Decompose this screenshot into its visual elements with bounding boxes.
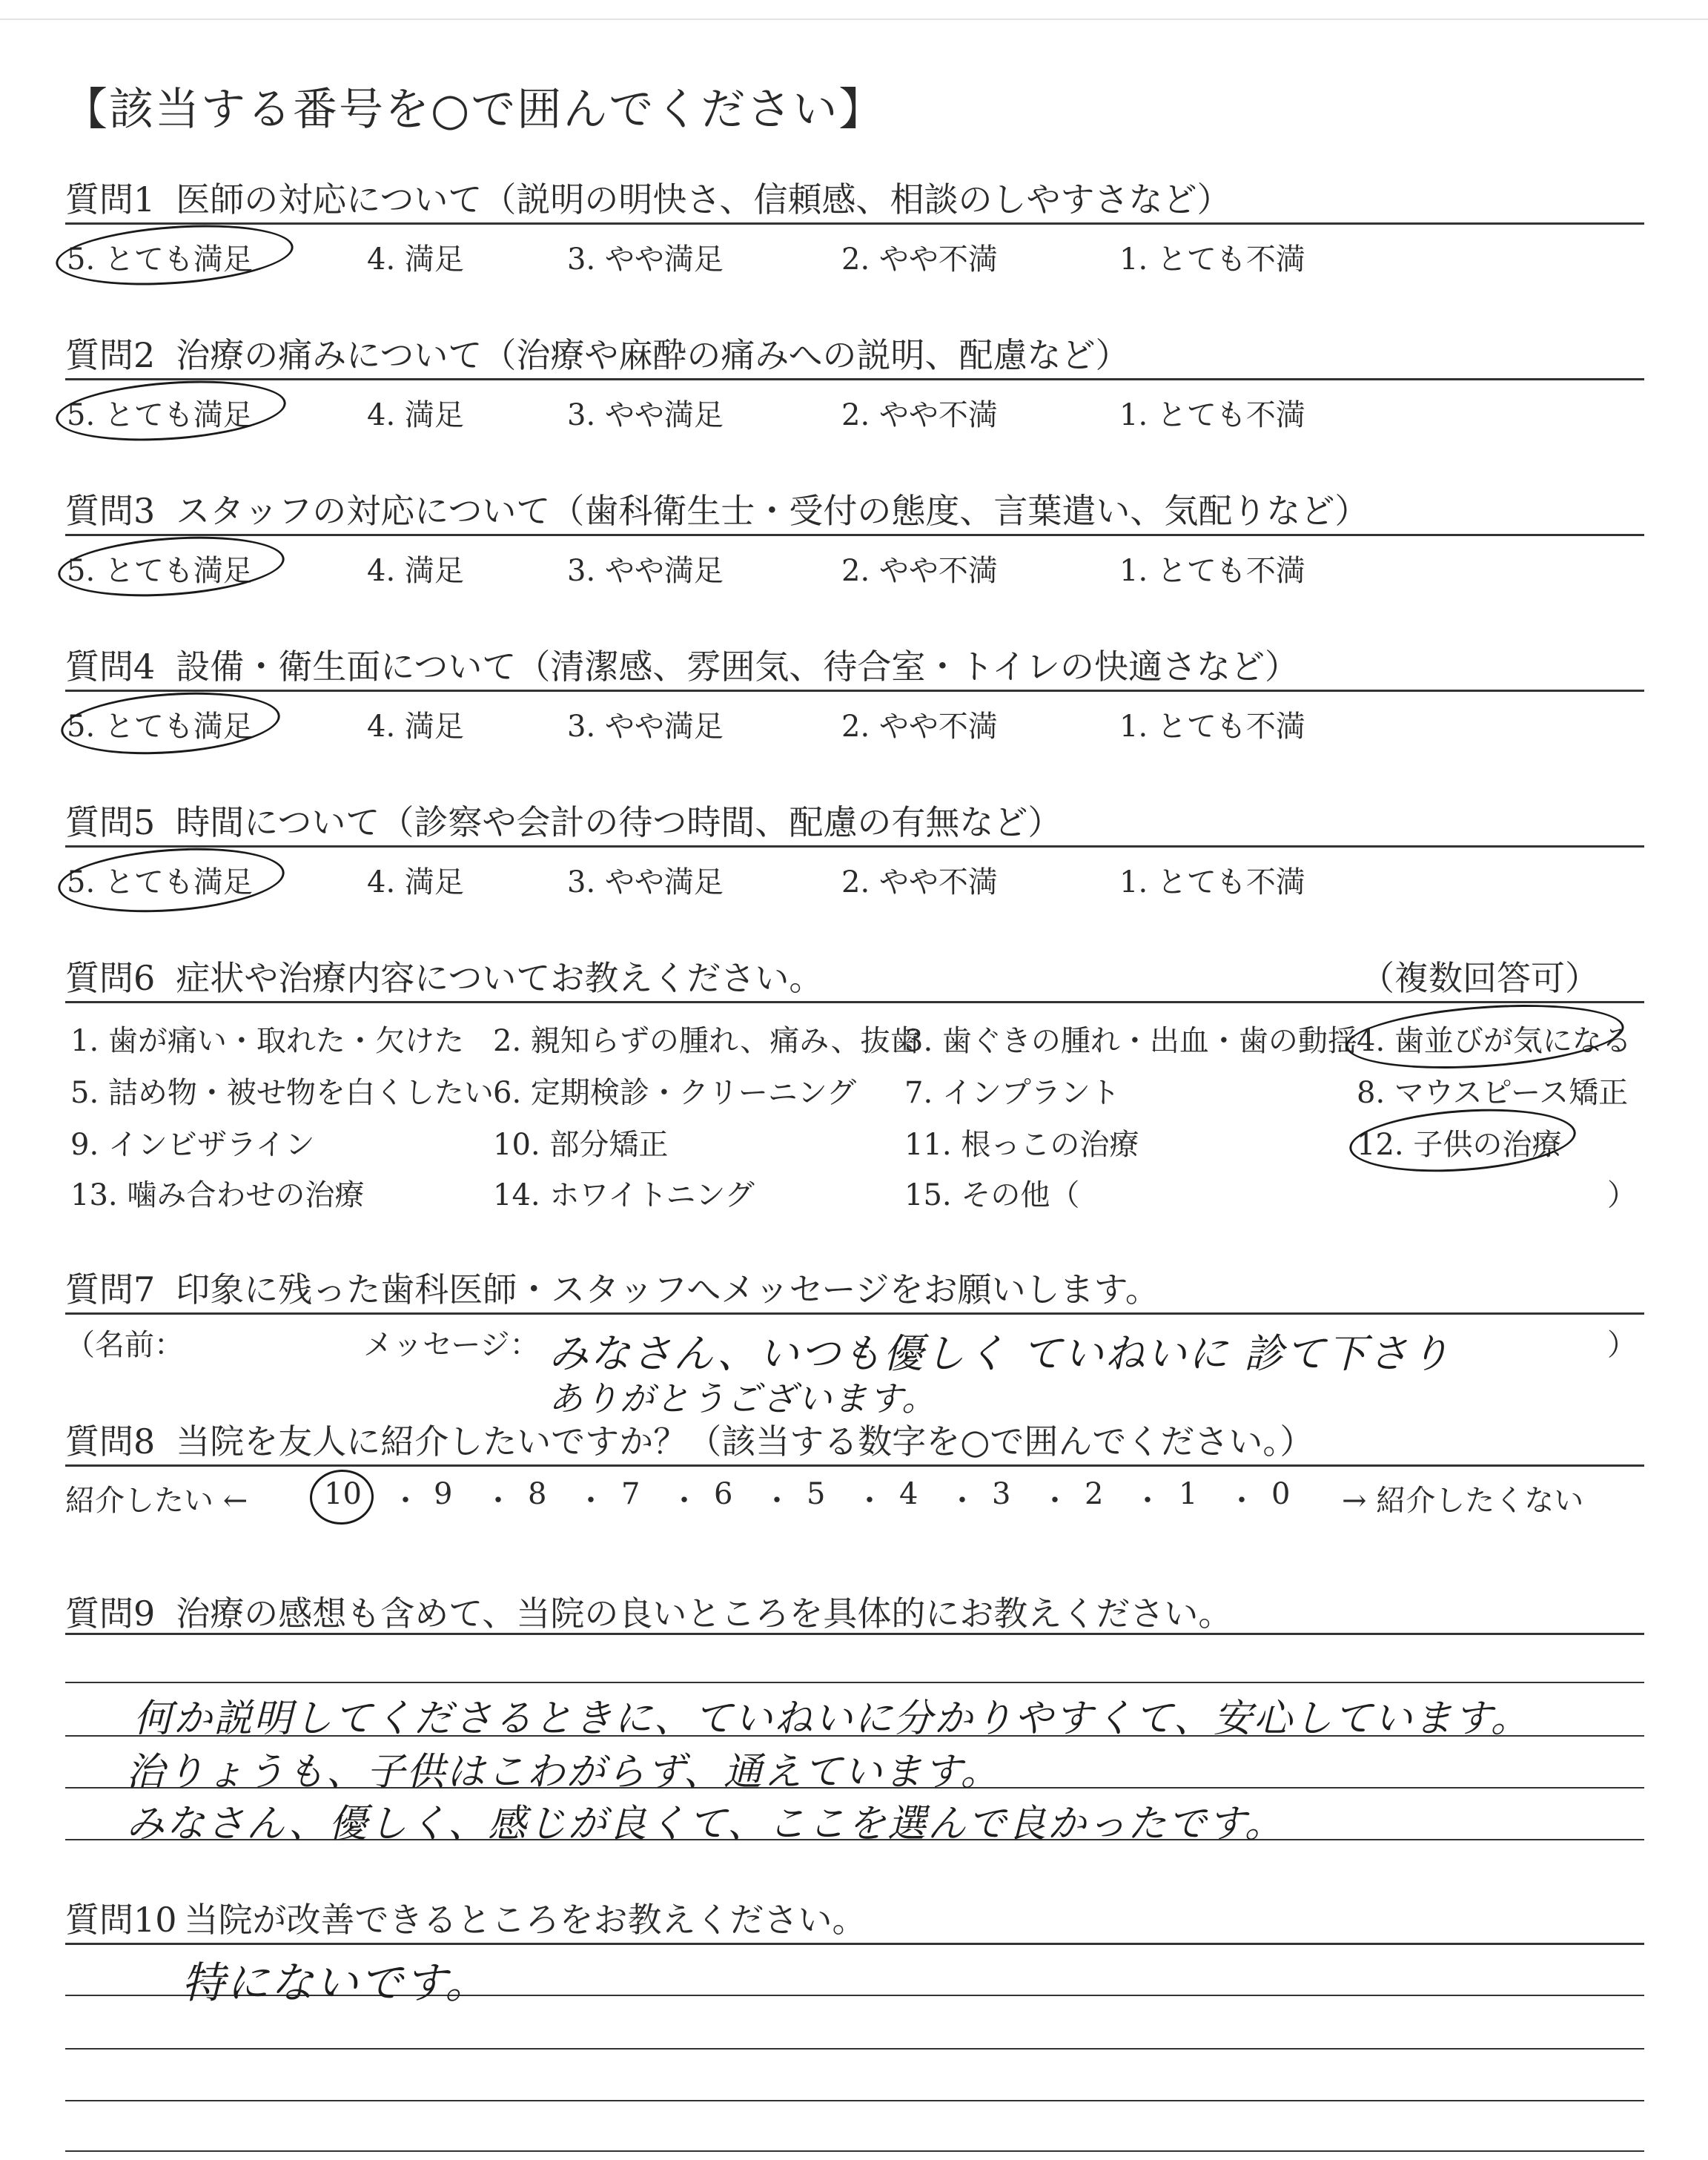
scale-separator: ・ bbox=[855, 1484, 884, 1518]
handwritten-answer-line-2: 治りょうも、子供はこわがらず、通えています。 bbox=[126, 1750, 1001, 1794]
message-close-paren: ） bbox=[1607, 1328, 1637, 1362]
q4-option-5[interactable]: 5. とても満足 bbox=[67, 710, 253, 744]
q5-option-3[interactable]: 3. やや満足 bbox=[567, 865, 724, 899]
q6-option-3[interactable]: 3. 歯ぐきの腫れ・出血・歯の動揺 bbox=[904, 1024, 1357, 1058]
q6-option-7[interactable]: 7. インプラント bbox=[904, 1076, 1120, 1110]
q5-option-1[interactable]: 1. とても不満 bbox=[1119, 865, 1305, 899]
q6-option-10[interactable]: 10. 部分矯正 bbox=[493, 1128, 669, 1162]
question-9 bbox=[65, 1587, 1232, 1636]
question-8-rule bbox=[65, 1464, 1644, 1467]
answer-line bbox=[65, 2100, 1644, 2101]
q6-option-15[interactable]: 15. その他（ bbox=[904, 1178, 1080, 1212]
answer-line bbox=[65, 1682, 1644, 1683]
question-3-text: スタッフの対応について（歯科衛生士・受付の態度、言葉遣い、気配りなど） bbox=[176, 491, 1369, 531]
form-title: 【該当する番号を○で囲んでください】 bbox=[63, 84, 885, 136]
question-10-number: 質問10 bbox=[65, 1900, 177, 1940]
question-7-number: 質問7 bbox=[65, 1269, 156, 1309]
handwritten-improvement-answer: 特にないです。 bbox=[182, 1958, 490, 2008]
q4-option-3[interactable]: 3. やや満足 bbox=[567, 710, 724, 744]
question-8-text: 当院を友人に紹介したいですか？（該当する数字を○で囲んでください。） bbox=[176, 1421, 1314, 1462]
question-3-rule bbox=[65, 534, 1644, 536]
message-label: メッセージ： bbox=[363, 1328, 540, 1362]
scale-3[interactable]: 3 bbox=[992, 1477, 1011, 1511]
scale-separator: ・ bbox=[947, 1484, 977, 1518]
scale-separator: ・ bbox=[1040, 1484, 1070, 1518]
q1-option-5[interactable]: 5. とても満足 bbox=[67, 242, 253, 277]
q6-option-13[interactable]: 13. 噛み合わせの治療 bbox=[70, 1178, 365, 1212]
q6-option-14[interactable]: 14. ホワイトニング bbox=[493, 1178, 755, 1212]
q6-option-9[interactable]: 9. インビザライン bbox=[70, 1128, 315, 1162]
multiple-answer-note: （複数回答可） bbox=[1360, 958, 1599, 998]
q3-option-5[interactable]: 5. とても満足 bbox=[67, 554, 253, 588]
scale-2[interactable]: 2 bbox=[1085, 1477, 1104, 1511]
q6-option-11[interactable]: 11. 根っこの治療 bbox=[904, 1128, 1139, 1162]
q6-option-2[interactable]: 2. 親知らずの腫れ、痛み、抜歯 bbox=[493, 1024, 920, 1058]
scale-10[interactable]: 10 bbox=[324, 1477, 362, 1511]
question-2-rule bbox=[65, 378, 1644, 380]
question-7-rule bbox=[65, 1312, 1644, 1315]
name-label: （名前： bbox=[65, 1328, 184, 1362]
q5-option-5[interactable]: 5. とても満足 bbox=[67, 865, 253, 899]
q1-option-2[interactable]: 2. やや不満 bbox=[841, 242, 998, 277]
scale-separator: ・ bbox=[1133, 1484, 1162, 1518]
question-6-rule bbox=[65, 1001, 1644, 1003]
q6-option-6[interactable]: 6. 定期検診・クリーニング bbox=[493, 1076, 857, 1110]
q6-option-5[interactable]: 5. 詰め物・被せ物を白くしたい bbox=[70, 1076, 494, 1110]
question-2 bbox=[65, 328, 1129, 377]
q3-selection-circle bbox=[56, 529, 287, 603]
question-5-rule bbox=[65, 845, 1644, 848]
scale-0[interactable]: 0 bbox=[1271, 1477, 1291, 1511]
scale-9[interactable]: 9 bbox=[434, 1477, 453, 1511]
q6-option-1[interactable]: 1. 歯が痛い・取れた・欠けた bbox=[70, 1024, 464, 1058]
q2-option-1[interactable]: 1. とても不満 bbox=[1119, 398, 1305, 432]
question-5-number: 質問5 bbox=[65, 802, 156, 842]
q3-option-1[interactable]: 1. とても不満 bbox=[1119, 554, 1305, 588]
scale-8[interactable]: 8 bbox=[528, 1477, 547, 1511]
question-9-text: 治療の感想も含めて、当院の良いところを具体的にお教えください。 bbox=[176, 1593, 1233, 1634]
q2-option-2[interactable]: 2. やや不満 bbox=[841, 398, 998, 432]
q4-option-4[interactable]: 4. 満足 bbox=[367, 710, 464, 744]
answer-line bbox=[65, 2048, 1644, 2050]
scale-6[interactable]: 6 bbox=[714, 1477, 733, 1511]
question-6 bbox=[65, 951, 823, 1000]
q6-option-4-selection-circle bbox=[1344, 997, 1626, 1077]
scale-7[interactable]: 7 bbox=[621, 1477, 640, 1511]
recommend-left-label: 紹介したい ← bbox=[65, 1484, 248, 1518]
q6-option-12-selection-circle bbox=[1348, 1102, 1578, 1178]
question-6-text: 症状や治療内容についてお教えください。 bbox=[176, 958, 824, 998]
q8-selection-circle bbox=[308, 1467, 376, 1527]
question-10-rule bbox=[65, 1943, 1644, 1945]
question-9-number: 質問9 bbox=[65, 1593, 156, 1634]
q1-option-3[interactable]: 3. やや満足 bbox=[567, 242, 724, 277]
q6-option-4[interactable]: 4. 歯並びが気になる bbox=[1357, 1024, 1632, 1058]
scale-separator: ・ bbox=[391, 1484, 420, 1518]
recommend-right-label: → 紹介したくない bbox=[1342, 1484, 1584, 1518]
question-1-rule bbox=[65, 222, 1644, 225]
scale-1[interactable]: 1 bbox=[1179, 1477, 1198, 1511]
q5-option-2[interactable]: 2. やや不満 bbox=[841, 865, 998, 899]
q3-option-4[interactable]: 4. 満足 bbox=[367, 554, 464, 588]
q2-selection-circle bbox=[54, 374, 288, 448]
handwritten-answer-line-1: 何か説明してくださるときに、ていねいに分かりやすくて、安心しています。 bbox=[133, 1697, 1531, 1741]
answer-line bbox=[65, 2150, 1644, 2152]
q6-other-close-paren: ） bbox=[1607, 1178, 1637, 1212]
q5-option-4[interactable]: 4. 満足 bbox=[367, 865, 464, 899]
q4-option-1[interactable]: 1. とても不満 bbox=[1119, 710, 1305, 744]
q4-selection-circle bbox=[59, 686, 282, 761]
question-3 bbox=[65, 484, 1368, 533]
q4-option-2[interactable]: 2. やや不満 bbox=[841, 710, 998, 744]
scale-5[interactable]: 5 bbox=[807, 1477, 826, 1511]
handwritten-answer-line-3: みなさん、優しく、感じが良くて、ここを選んで良かったです。 bbox=[126, 1802, 1285, 1846]
scale-separator: ・ bbox=[576, 1484, 606, 1518]
q3-option-2[interactable]: 2. やや不満 bbox=[841, 554, 998, 588]
scale-4[interactable]: 4 bbox=[899, 1477, 918, 1511]
q5-selection-circle bbox=[56, 841, 286, 919]
question-5-text: 時間について（診察や会計の待つ時間、配慮の有無など） bbox=[176, 802, 1062, 842]
question-1 bbox=[65, 173, 1231, 222]
question-4-text: 設備・衛生面について（清潔感、雰囲気、待合室・トイレの快適さなど） bbox=[176, 647, 1300, 687]
scale-separator: ・ bbox=[1227, 1484, 1257, 1518]
question-10 bbox=[65, 1893, 867, 1942]
question-8 bbox=[65, 1415, 1314, 1464]
question-1-text: 医師の対応について（説明の明快さ、信頼感、相談のしやすさなど） bbox=[176, 179, 1231, 219]
scale-separator: ・ bbox=[483, 1484, 513, 1518]
q2-option-5[interactable]: 5. とても満足 bbox=[67, 398, 253, 432]
question-5 bbox=[65, 796, 1062, 845]
scale-separator: ・ bbox=[762, 1484, 792, 1518]
question-6-number: 質問6 bbox=[65, 958, 156, 998]
question-2-text: 治療の痛みについて（治療や麻酔の痛みへの説明、配慮など） bbox=[176, 335, 1130, 375]
q6-option-12[interactable]: 12. 子供の治療 bbox=[1357, 1128, 1562, 1162]
question-4 bbox=[65, 640, 1299, 689]
question-7 bbox=[65, 1263, 1159, 1312]
q2-option-4[interactable]: 4. 満足 bbox=[367, 398, 464, 432]
q6-option-8[interactable]: 8. マウスピース矯正 bbox=[1357, 1076, 1629, 1110]
q2-option-3[interactable]: 3. やや満足 bbox=[567, 398, 724, 432]
question-2-number: 質問2 bbox=[65, 335, 156, 375]
question-8-number: 質問8 bbox=[65, 1421, 156, 1462]
question-1-number: 質問1 bbox=[65, 179, 156, 219]
q1-selection-circle bbox=[54, 218, 296, 292]
q1-option-4[interactable]: 4. 満足 bbox=[367, 242, 464, 277]
question-3-number: 質問3 bbox=[65, 491, 156, 531]
handwritten-message-line-1: みなさん、いつも優しく ていねいに 診て下さり bbox=[549, 1330, 1452, 1377]
handwritten-message-line-2: ありがとうございます。 bbox=[549, 1378, 938, 1418]
scale-separator: ・ bbox=[669, 1484, 699, 1518]
q3-option-3[interactable]: 3. やや満足 bbox=[567, 554, 724, 588]
question-7-text: 印象に残った歯科医師・スタッフへメッセージをお願いします。 bbox=[176, 1269, 1159, 1309]
question-4-rule bbox=[65, 690, 1644, 692]
question-9-rule bbox=[65, 1633, 1644, 1635]
question-10-text: 当院が改善できるところをお教えください。 bbox=[184, 1900, 867, 1940]
page-top-edge bbox=[0, 19, 1708, 20]
question-4-number: 質問4 bbox=[65, 647, 156, 687]
q1-option-1[interactable]: 1. とても不満 bbox=[1119, 242, 1305, 277]
